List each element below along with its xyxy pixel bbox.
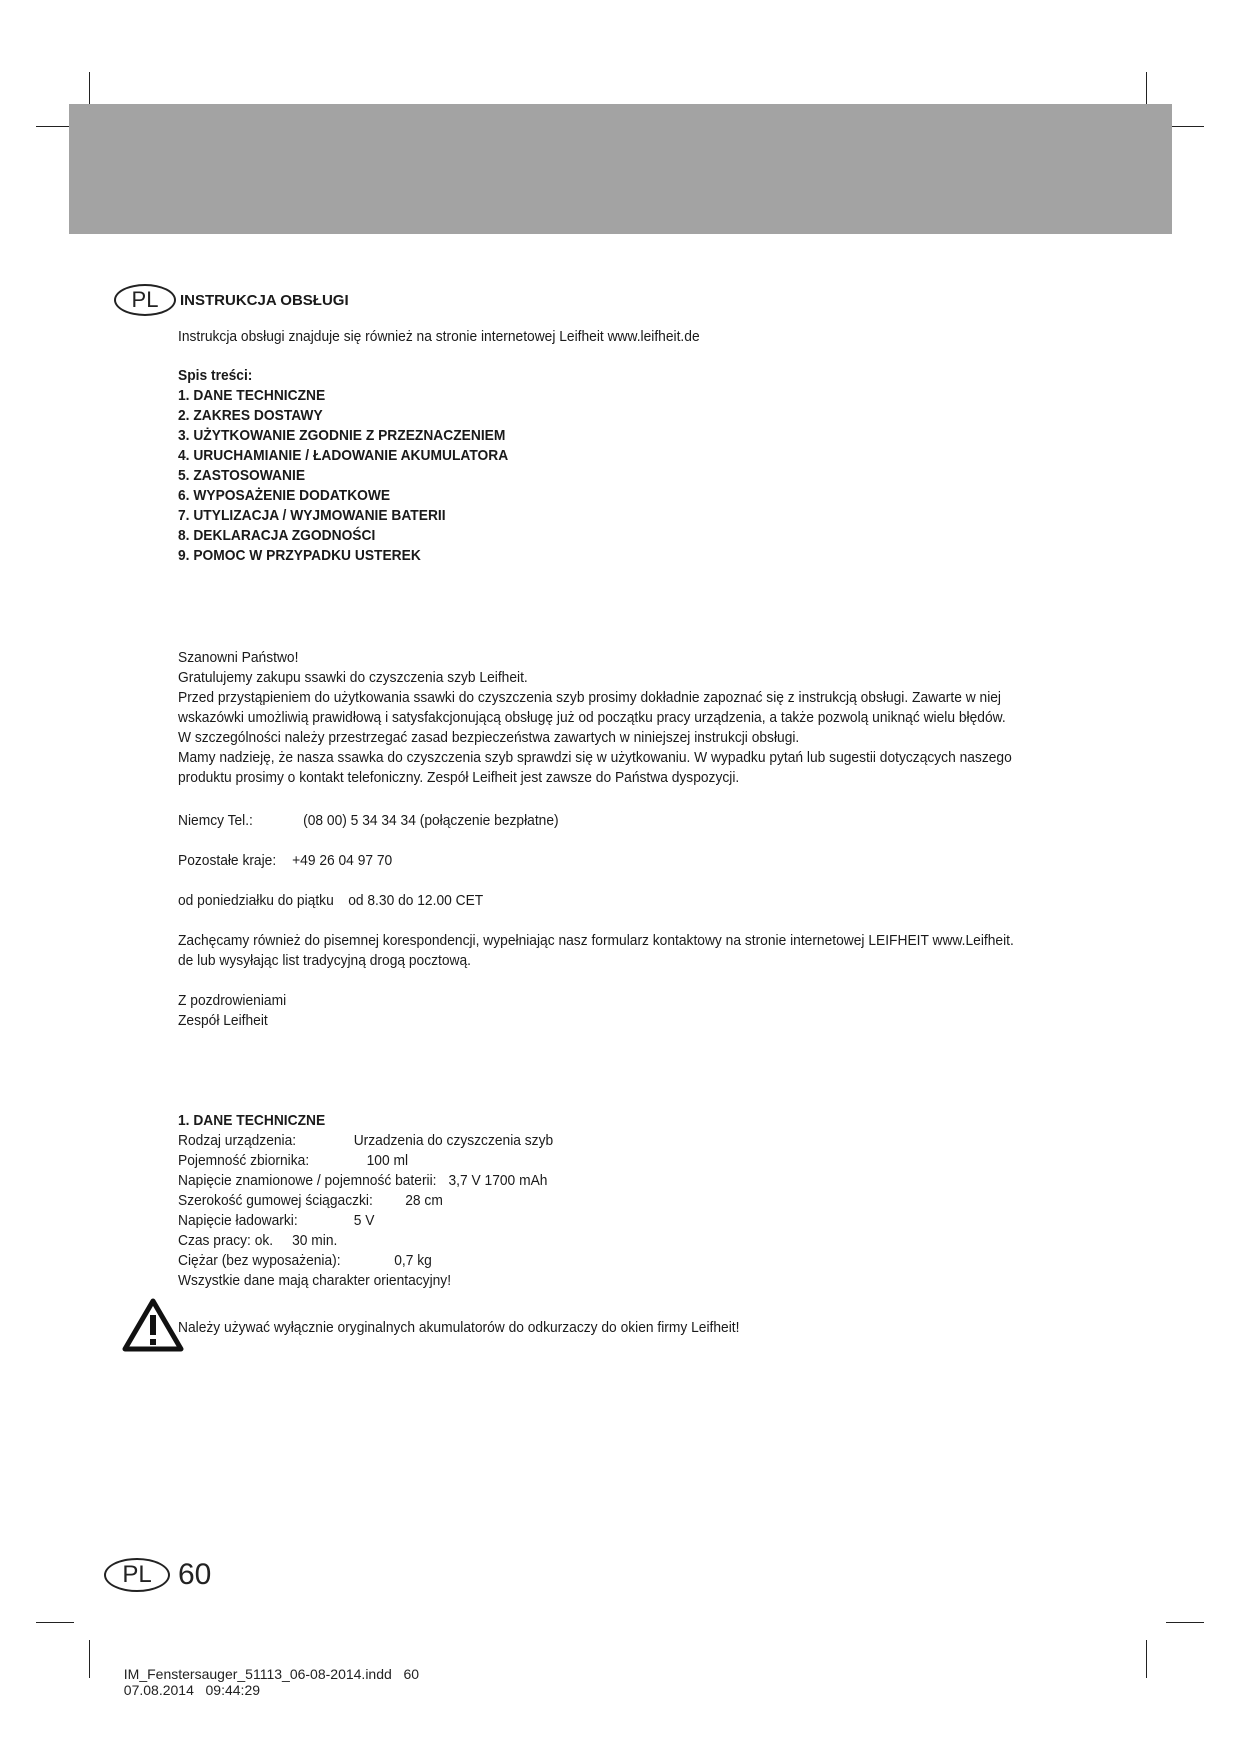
correspondence (178, 931, 1098, 971)
spec-note: Wszystkie dane mają charakter orientacyjny! (178, 1272, 452, 1289)
print-slug (116, 1650, 419, 1698)
toc-item: 1. DANE TECHNICZNE (178, 387, 326, 404)
table-of-contents (178, 366, 822, 566)
toc-item: 3. UŻYTKOWANIE ZGODNIE Z PRZEZNACZENIEM (178, 427, 506, 444)
correspondence-line: de lub wysyłając list tradycyjną drogą pocztową. (178, 952, 472, 969)
intro-line: Instrukcja obsługi znajduje się również na stronie internetowej Leifheit www.leifheit.de (178, 328, 700, 345)
letter-line: produktu prosimy o kontakt telefoniczny. Zespół Leifheit jest zawsze do Państwa dyspozycji. (178, 769, 740, 786)
toc-item: 2. ZAKRES DOSTAWY (178, 407, 323, 424)
spec-label: Szerokość gumowej ściągaczki: (178, 1192, 373, 1209)
warning-text: Należy używać wyłącznie oryginalnych akumulatorów do odkurzaczy do okien firmy Leifheit! (178, 1319, 740, 1336)
page-title: INSTRUKCJA OBSŁUGI (180, 291, 349, 309)
footer-language-badge: PL (104, 1558, 170, 1592)
crop-mark (1166, 1622, 1204, 1623)
warning-icon (122, 1298, 184, 1352)
contact-value: od 8.30 do 12.00 CET (348, 892, 484, 909)
letter-line: wskazówki umożliwią prawidłową i satysfakcjonującą obsługę już od początku pracy urządzenia, a także pozwolą uniknąć wielu błędów. (178, 709, 1006, 726)
spec-label: Rodzaj urządzenia: (178, 1132, 297, 1149)
closing-line: Z pozdrowieniami (178, 992, 287, 1009)
contact-label: od poniedziałku do piątku (178, 892, 334, 909)
spec-label: Napięcie znamionowe / pojemność baterii: (178, 1172, 437, 1189)
toc-item: 7. UTYLIZACJA / WYJMOWANIE BATERII (178, 507, 446, 524)
contact-row (178, 851, 822, 871)
letter-line: Szanowni Państwo! (178, 649, 299, 666)
letter-body (178, 648, 1098, 788)
spec-value: 28 cm (405, 1192, 443, 1209)
spec-value: 5 V (353, 1212, 375, 1229)
crop-mark (89, 1640, 90, 1678)
toc-item: 4. URUCHAMIANIE / ŁADOWANIE AKUMULATORA (178, 447, 509, 464)
contact-value: +49 26 04 97 70 (292, 852, 393, 869)
header-band (69, 104, 1172, 234)
letter-line: Gratulujemy zakupu ssawki do czyszczenia szyb Leifheit. (178, 669, 528, 686)
crop-mark (36, 1622, 74, 1623)
spec-label: Ciężar (bez wyposażenia): (178, 1252, 341, 1269)
tech-heading: 1. DANE TECHNICZNE (178, 1112, 326, 1129)
spec-label: Pojemność zbiornika: (178, 1152, 310, 1169)
language-badge: PL (114, 284, 176, 316)
spec-value: 3,7 V 1700 mAh (448, 1172, 548, 1189)
letter-line: Mamy nadzieję, że nasza ssawka do czyszczenia szyb sprawdzi się w użytkowaniu. W wypadku pytań lub sugestii dotyczących naszego (178, 749, 1012, 766)
toc-item: 6. WYPOSAŻENIE DODATKOWE (178, 487, 391, 504)
correspondence-line: Zachęcamy również do pisemnej korespondencji, wypełniając nasz formularz kontaktowy na stronie internetowej LEIFHEIT www.Leifheit. (178, 932, 1014, 949)
spec-label: Napięcie ładowarki: (178, 1212, 298, 1229)
section-header (114, 284, 349, 316)
spec-value: 100 ml (366, 1152, 409, 1169)
contact-label: Niemcy Tel.: (178, 812, 253, 829)
toc-item: 5. ZASTOSOWANIE (178, 467, 306, 484)
page-footer (104, 1558, 211, 1592)
crop-mark (1146, 1640, 1147, 1678)
contact-row (178, 811, 822, 831)
toc-heading: Spis treści: (178, 367, 253, 384)
slug-filename: IM_Fenstersauger_51113_06-08-2014.indd 60 (123, 1666, 420, 1682)
spec-label: Czas pracy: ok. (178, 1232, 274, 1249)
tech-section (178, 1111, 914, 1291)
closing-line: Zespół Leifheit (178, 1012, 268, 1029)
letter-line: W szczególności należy przestrzegać zasad bezpieczeństwa zawartych w niniejszej instrukcji obsługi. (178, 729, 800, 746)
slug-timestamp: 07.08.2014 09:44:29 (123, 1682, 261, 1698)
contact-value: (08 00) 5 34 34 34 (połączenie bezpłatne) (303, 812, 559, 829)
spec-value: 0,7 kg (394, 1252, 432, 1269)
letter-line: Przed przystąpieniem do użytkowania ssawki do czyszczenia szyb prosimy dokładnie zapoznać się z instrukcją obsługi. Zawarte w niej (178, 689, 1002, 706)
toc-item: 8. DEKLARACJA ZGODNOŚCI (178, 527, 376, 544)
page-number: 60 (178, 1558, 212, 1591)
spec-value: 30 min. (292, 1232, 338, 1249)
closing (178, 991, 546, 1031)
spec-value: Urzadzenia do czyszczenia szyb (353, 1132, 554, 1149)
toc-item: 9. POMOC W PRZYPADKU USTEREK (178, 547, 421, 564)
contact-row (178, 891, 822, 911)
contact-label: Pozostałe kraje: (178, 852, 277, 869)
